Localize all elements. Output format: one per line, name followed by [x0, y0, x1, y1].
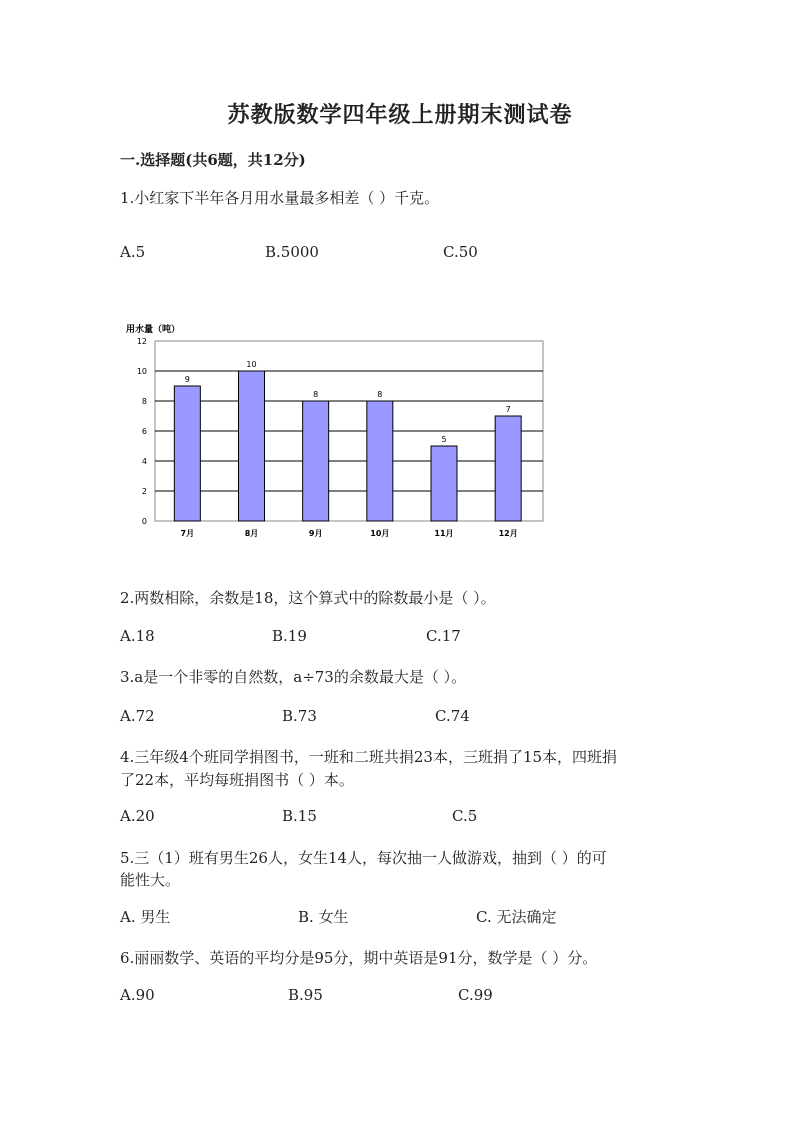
question-4-line-1: 4.三年级4个班同学捐图书，一班和二班共捐23本，三班捐了15本，四班捐: [120, 748, 618, 766]
chart-bar: [239, 371, 265, 521]
chart-x-tick-label: 11月: [434, 529, 454, 538]
question-5-line-1: 5.三（1）班有男生26人，女生14人，每次抽一人做游戏，抽到（ ）的可: [120, 849, 607, 867]
chart-bar: [303, 401, 329, 521]
chart-bar: [495, 416, 521, 521]
q2-option-a: A.18: [120, 627, 155, 645]
q3-option-b: B.73: [282, 707, 317, 725]
chart-y-tick-label: 2: [141, 487, 147, 496]
chart-data-label: 8: [377, 390, 383, 399]
chart-bar: [174, 386, 200, 521]
q3-option-a: A.72: [120, 707, 155, 725]
chart-y-tick-label: 0: [141, 517, 147, 526]
chart-x-tick-label: 8月: [244, 529, 259, 538]
chart-bar: [431, 446, 457, 521]
chart-y-axis-label: 用水量（吨）: [126, 325, 181, 335]
question-3: 3.a是一个非零的自然数，a÷73的余数最大是（ ）。: [120, 668, 467, 686]
q5-option-c: C. 无法确定: [476, 908, 557, 926]
q2-option-b: B.19: [272, 627, 307, 645]
chart-data-label: 8: [313, 390, 319, 399]
question-6: 6.丽丽数学、英语的平均分是95分，期中英语是91分，数学是（ ）分。: [120, 949, 598, 967]
q4-option-a: A.20: [120, 807, 155, 825]
chart-data-label: 5: [441, 435, 447, 444]
q4-option-c: C.5: [452, 807, 478, 825]
water-usage-bar-chart: [120, 318, 560, 548]
chart-y-tick-label: 4: [141, 457, 147, 466]
chart-data-label: 10: [246, 360, 257, 369]
question-5-line-2: 能性大。: [120, 871, 181, 889]
q1-option-c: C.50: [443, 243, 478, 261]
q5-option-b: B. 女生: [298, 908, 349, 926]
page-title: 苏教版数学四年级上册期末测试卷: [227, 102, 573, 128]
chart-y-tick-label: 6: [141, 427, 147, 436]
section-heading: 一.选择题(共6题，共12分): [120, 151, 306, 169]
q1-option-a: A.5: [120, 243, 146, 261]
q4-option-b: B.15: [282, 807, 317, 825]
chart-x-tick-label: 9月: [308, 529, 323, 538]
q3-option-c: C.74: [435, 707, 470, 725]
chart-y-tick-label: 10: [136, 367, 147, 376]
chart-data-label: 9: [184, 375, 190, 384]
q5-option-a: A. 男生: [120, 908, 171, 926]
question-2: 2.两数相除，余数是18，这个算式中的除数最小是（ ）。: [120, 589, 496, 607]
q2-option-c: C.17: [426, 627, 461, 645]
chart-y-tick-label: 12: [136, 337, 147, 346]
chart-y-tick-label: 8: [141, 397, 147, 406]
question-1: 1.小红家下半年各月用水量最多相差（ ）千克。: [120, 189, 440, 207]
chart-data-label: 7: [505, 405, 511, 414]
chart-x-tick-label: 10月: [370, 529, 390, 538]
question-4-line-2: 了22本，平均每班捐图书（ ）本。: [120, 771, 354, 789]
chart-bar: [367, 401, 393, 521]
q6-option-b: B.95: [288, 986, 323, 1004]
q1-option-b: B.5000: [265, 243, 319, 261]
chart-x-tick-label: 12月: [498, 529, 518, 538]
chart-x-tick-label: 7月: [180, 529, 195, 538]
q6-option-a: A.90: [120, 986, 155, 1004]
q6-option-c: C.99: [458, 986, 493, 1004]
